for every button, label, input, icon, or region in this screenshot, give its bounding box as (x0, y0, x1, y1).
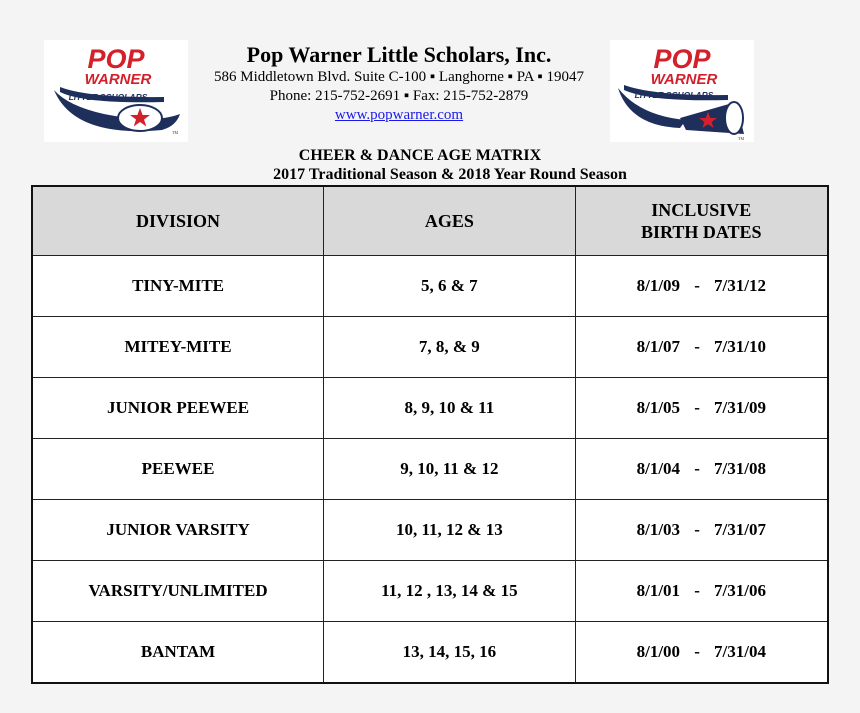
table-row (32, 561, 828, 622)
date-range-dash: - (694, 642, 700, 661)
table-row (32, 256, 828, 317)
ages-cell: 9, 10, 11 & 12 (324, 439, 576, 500)
birth-date-end: 7/31/06 (714, 581, 766, 600)
birth-date-start: 8/1/04 (636, 459, 681, 478)
header-birth-dates (575, 186, 828, 256)
division-cell: BANTAM (32, 622, 324, 684)
table-row (32, 439, 828, 500)
date-range-dash: - (694, 337, 700, 356)
ages-cell: 8, 9, 10 & 11 (324, 378, 576, 439)
birth-dates-cell (575, 500, 828, 561)
birth-dates-cell (575, 378, 828, 439)
birth-date-end: 7/31/07 (714, 520, 766, 539)
ages-cell: 7, 8, & 9 (324, 317, 576, 378)
division-cell: PEEWEE (32, 439, 324, 500)
season-subtitle: 2017 Traditional Season & 2018 Year Round Season (273, 166, 627, 183)
date-range-dash: - (694, 276, 700, 295)
pop-warner-logo-left (44, 40, 188, 142)
table-header-row (32, 186, 828, 256)
logo-trademark: TM (738, 136, 744, 141)
ages-cell: 13, 14, 15, 16 (324, 622, 576, 684)
date-range-dash: - (694, 520, 700, 539)
division-cell: VARSITY/UNLIMITED (32, 561, 324, 622)
logo-tagline: LITTLE SCHOLARS (68, 92, 148, 102)
pop-warner-logo-right (610, 40, 754, 142)
logo-word1: POP (653, 44, 711, 74)
header-dates-line1: INCLUSIVE (651, 200, 752, 220)
megaphone-logo-icon (610, 40, 754, 142)
ages-cell: 11, 12 , 13, 14 & 15 (324, 561, 576, 622)
ages-cell: 10, 11, 12 & 13 (324, 500, 576, 561)
table-row (32, 317, 828, 378)
birth-date-start: 8/1/05 (636, 398, 681, 417)
document-titles (190, 146, 710, 184)
age-matrix-table (31, 185, 829, 684)
division-cell: JUNIOR VARSITY (32, 500, 324, 561)
birth-date-end: 7/31/12 (714, 276, 766, 295)
birth-dates-cell (575, 622, 828, 684)
birth-date-start: 8/1/09 (636, 276, 681, 295)
division-cell: JUNIOR PEEWEE (32, 378, 324, 439)
org-name: Pop Warner Little Scholars, Inc. (246, 42, 552, 67)
birth-dates-cell (575, 256, 828, 317)
date-range-dash: - (694, 581, 700, 600)
birth-dates-cell (575, 439, 828, 500)
org-phone-fax: Phone: 215-752-2691 ▪ Fax: 215-752-2879 (269, 88, 529, 104)
birth-date-start: 8/1/01 (636, 581, 681, 600)
logo-word2: WARNER (84, 71, 152, 88)
table-row (32, 622, 828, 684)
logo-word2: WARNER (650, 71, 718, 88)
date-range-dash: - (694, 398, 700, 417)
logo-word1: POP (87, 44, 145, 74)
birth-date-end: 7/31/08 (714, 459, 766, 478)
birth-dates-cell (575, 317, 828, 378)
logo-tagline: LITTLE SCHOLARS (634, 90, 714, 100)
date-range-dash: - (694, 459, 700, 478)
logo-trademark: TM (172, 130, 178, 135)
birth-date-start: 8/1/07 (636, 337, 681, 356)
table-row (32, 378, 828, 439)
birth-dates-cell (575, 561, 828, 622)
header-ages: AGES (324, 186, 576, 256)
birth-date-start: 8/1/03 (636, 520, 681, 539)
ages-cell: 5, 6 & 7 (324, 256, 576, 317)
matrix-title: CHEER & DANCE AGE MATRIX (298, 147, 542, 164)
division-cell: MITEY-MITE (32, 317, 324, 378)
birth-date-end: 7/31/04 (714, 642, 766, 661)
birth-date-end: 7/31/09 (714, 398, 766, 417)
website-link[interactable]: www.popwarner.com (334, 107, 464, 123)
letterhead (190, 40, 608, 125)
birth-date-start: 8/1/00 (636, 642, 681, 661)
header-division: DIVISION (32, 186, 324, 256)
birth-date-end: 7/31/10 (714, 337, 766, 356)
org-address: 586 Middletown Blvd. Suite C-100 ▪ Langhorne ▪ PA ▪ 19047 (214, 69, 584, 85)
table-row (32, 500, 828, 561)
football-logo-icon (44, 40, 188, 142)
header-dates-line2: BIRTH DATES (641, 222, 762, 242)
division-cell: TINY-MITE (32, 256, 324, 317)
